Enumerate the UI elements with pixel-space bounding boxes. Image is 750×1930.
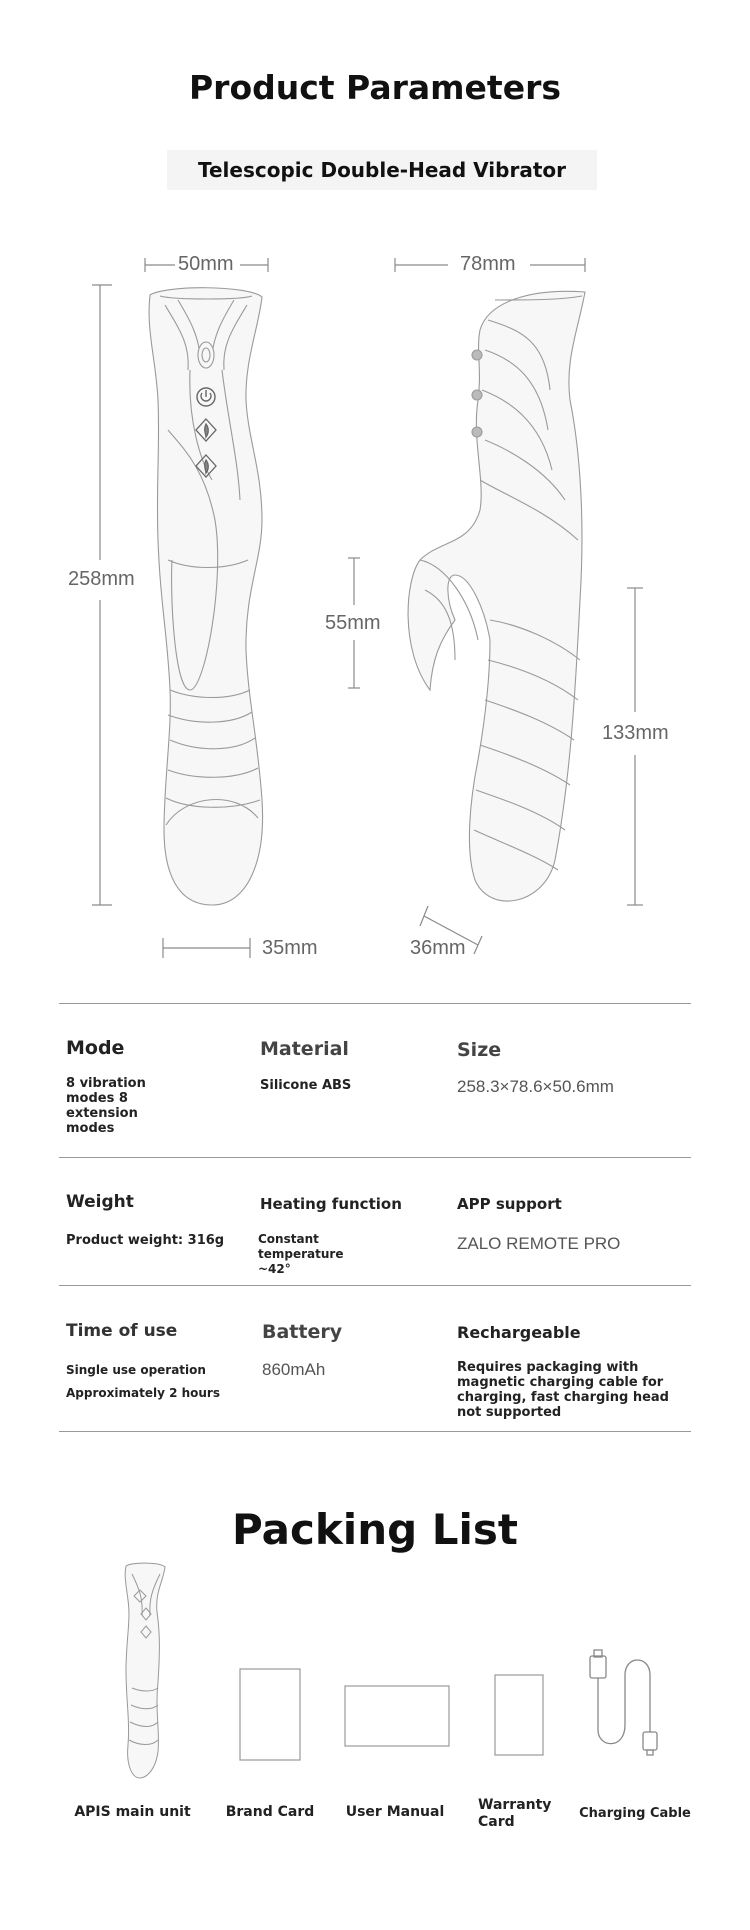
dim-front-width-top: 50mm bbox=[178, 253, 234, 275]
dim-front-width-bottom: 35mm bbox=[262, 937, 318, 959]
product-drawing bbox=[0, 0, 750, 960]
packing-item-charging-cable: Charging Cable bbox=[579, 1806, 691, 1821]
material-label: Material bbox=[260, 1038, 349, 1060]
brand-card-thumbnail bbox=[240, 1669, 300, 1760]
time-value-line2: Approximately 2 hours bbox=[66, 1386, 220, 1400]
divider bbox=[59, 1003, 691, 1004]
weight-value: Product weight: 316g bbox=[66, 1233, 225, 1248]
weight-label: Weight bbox=[66, 1192, 134, 1212]
product-subtitle: Telescopic Double-Head Vibrator bbox=[167, 150, 597, 190]
charging-cable-thumbnail bbox=[590, 1650, 657, 1755]
rechargeable-value: Requires packaging with magnetic charging cable for charging, fast charging head not supported bbox=[457, 1360, 669, 1420]
dim-side-width-bottom: 36mm bbox=[410, 937, 466, 959]
app-label: APP support bbox=[457, 1195, 562, 1213]
app-value: ZALO REMOTE PRO bbox=[457, 1234, 621, 1253]
packing-items-drawing bbox=[0, 1560, 750, 1780]
packing-item-user-manual: User Manual bbox=[345, 1804, 445, 1820]
dim-side-head-length: 55mm bbox=[325, 612, 381, 634]
battery-value: 860mAh bbox=[262, 1360, 326, 1379]
packing-item-brand-card: Brand Card bbox=[225, 1804, 315, 1820]
mode-value: 8 vibration modes 8 extension modes bbox=[66, 1076, 146, 1136]
page-title: Product Parameters bbox=[188, 68, 562, 107]
mode-label: Mode bbox=[66, 1037, 125, 1059]
side-view-device bbox=[408, 291, 585, 901]
size-label: Size bbox=[457, 1039, 502, 1061]
packing-list-title: Packing List bbox=[231, 1505, 519, 1554]
heating-label: Heating function bbox=[260, 1195, 402, 1213]
main-unit-thumbnail bbox=[125, 1563, 165, 1778]
heating-value: Constant temperature ~42° bbox=[258, 1232, 344, 1276]
user-manual-thumbnail bbox=[345, 1686, 449, 1746]
packing-item-main-unit: APIS main unit bbox=[74, 1804, 191, 1820]
dim-side-depth-top: 78mm bbox=[460, 253, 516, 275]
size-value: 258.3×78.6×50.6mm bbox=[457, 1077, 614, 1096]
time-value-line1: Single use operation bbox=[66, 1363, 206, 1377]
divider bbox=[59, 1431, 691, 1432]
time-label: Time of use bbox=[66, 1321, 178, 1341]
dim-side-shaft-length: 133mm bbox=[602, 722, 669, 744]
divider bbox=[59, 1285, 691, 1286]
rechargeable-label: Rechargeable bbox=[457, 1323, 581, 1342]
packing-item-warranty-card: Warranty Card bbox=[478, 1797, 552, 1830]
battery-label: Battery bbox=[262, 1321, 343, 1343]
warranty-card-thumbnail bbox=[495, 1675, 543, 1755]
material-value: Silicone ABS bbox=[260, 1078, 352, 1093]
dim-front-length: 258mm bbox=[68, 568, 135, 590]
front-view-device bbox=[149, 288, 262, 905]
divider bbox=[59, 1157, 691, 1158]
